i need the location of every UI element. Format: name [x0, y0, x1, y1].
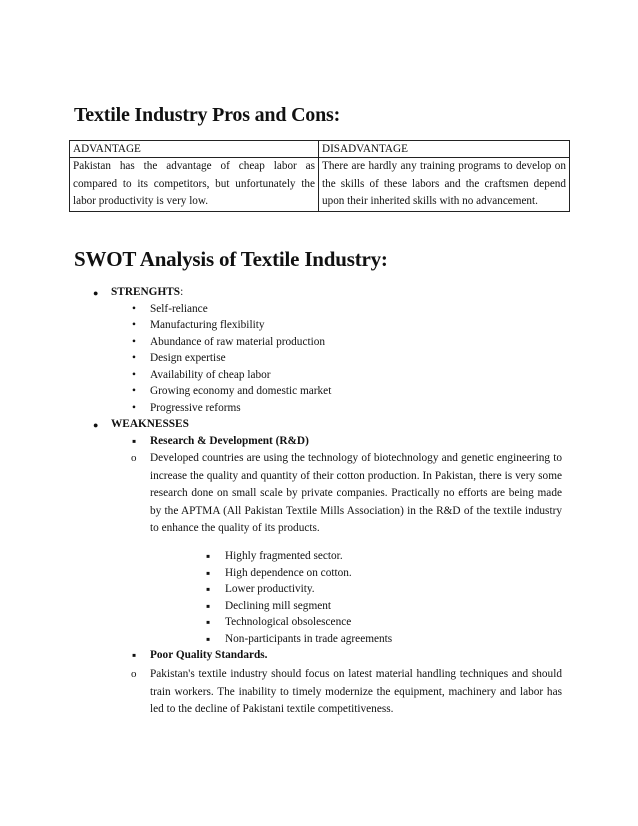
strengths-heading [74, 284, 574, 301]
rd-point: Declining mill segment [225, 599, 332, 612]
rd-heading-row [74, 433, 574, 450]
circle-bullet-icon: o [131, 452, 137, 464]
dot-bullet-icon: • [132, 335, 136, 348]
pros-cons-title: Textile Industry Pros and Cons: [74, 104, 341, 126]
square-bullet-icon: ▪ [206, 549, 211, 563]
list-item [0, 548, 638, 565]
list-item [74, 367, 574, 384]
header-disadvantage: DISADVANTAGE [319, 141, 570, 158]
disadvantage-cell: There are hardly any training programs to develop on the skills of these labors and the craftsmen depend upon their inherited skills with no advancement. [319, 158, 570, 212]
square-bullet-icon: ▪ [132, 433, 137, 448]
disc-bullet-icon: ● [93, 288, 99, 298]
list-item [0, 581, 638, 598]
strength-item: Manufacturing flexibility [150, 319, 265, 331]
strength-item: Availability of cheap labor [150, 368, 271, 381]
dot-bullet-icon: • [132, 368, 136, 381]
quality-heading: Poor Quality Standards. [150, 649, 268, 661]
swot-list [74, 284, 574, 449]
list-item [74, 317, 574, 334]
list-item [0, 598, 638, 615]
table-row [70, 158, 570, 212]
square-bullet-icon: ▪ [206, 598, 211, 613]
dot-bullet-icon: • [132, 401, 136, 414]
quality-heading-row [0, 647, 638, 664]
circle-bullet-icon: o [131, 668, 137, 680]
strength-item: Abundance of raw material production [150, 335, 326, 348]
list-item [0, 631, 638, 648]
list-item [74, 350, 574, 367]
strengths-label: STRENGHTS [111, 286, 181, 298]
weaknesses-heading [74, 416, 574, 433]
swot-title: SWOT Analysis of Textile Industry: [74, 247, 388, 271]
list-item [74, 301, 574, 318]
quality-paragraph: Pakistan's textile industry should focus on latest material handling techniques and should train workers. The inability to timely modernize the equipment, machinery and labor has led to the decline of Pakistani textile competitiveness. [150, 668, 562, 715]
strengths-colon: : [180, 286, 184, 298]
pros-cons-table [69, 140, 570, 212]
weaknesses-label: WEAKNESSES [111, 418, 189, 430]
dot-bullet-icon: • [132, 352, 136, 364]
strength-item: Self-reliance [150, 302, 208, 315]
square-bullet-icon: ▪ [206, 565, 211, 580]
list-item [0, 565, 638, 582]
strength-item: Design expertise [150, 352, 226, 364]
rd-paragraph: Developed countries are using the technology of biotechnology and genetic engineering to increase the quality and quantity of their cotton production. In Pakistan, there is very some research done on small scale by private companies. Practically no efforts are being made by the APTMA (All Pakistan Textile Mills Association) in the R&D of the textile industry to enhance the quality of its products. [150, 452, 562, 534]
list-item [74, 334, 574, 351]
dot-bullet-icon: • [132, 319, 136, 331]
rd-heading: Research & Development (R&D) [150, 434, 309, 447]
list-item [74, 400, 574, 417]
disc-bullet-icon: ● [93, 420, 99, 430]
rd-point: Non-participants in trade agreements [225, 632, 393, 645]
list-item [0, 614, 638, 631]
header-advantage: ADVANTAGE [70, 141, 319, 158]
strength-item: Progressive reforms [150, 401, 241, 414]
table-header-row [70, 141, 570, 158]
list-item [74, 383, 574, 400]
dot-bullet-icon: • [132, 302, 136, 315]
square-bullet-icon: ▪ [206, 615, 211, 629]
square-bullet-icon: ▪ [206, 582, 211, 596]
dot-bullet-icon: • [132, 385, 136, 397]
rd-point: Technological obsolescence [225, 616, 352, 628]
rd-points-list [0, 548, 638, 664]
advantage-cell: Pakistan has the advantage of cheap labor as compared to its competitors, but unfortunately the labor productivity is very low. [70, 158, 319, 212]
rd-point: High dependence on cotton. [225, 566, 352, 579]
square-bullet-icon: ▪ [206, 631, 211, 646]
rd-point: Lower productivity. [225, 583, 315, 595]
strength-item: Growing economy and domestic market [150, 385, 332, 397]
square-bullet-icon: ▪ [132, 648, 137, 662]
rd-point: Highly fragmented sector. [225, 550, 343, 562]
